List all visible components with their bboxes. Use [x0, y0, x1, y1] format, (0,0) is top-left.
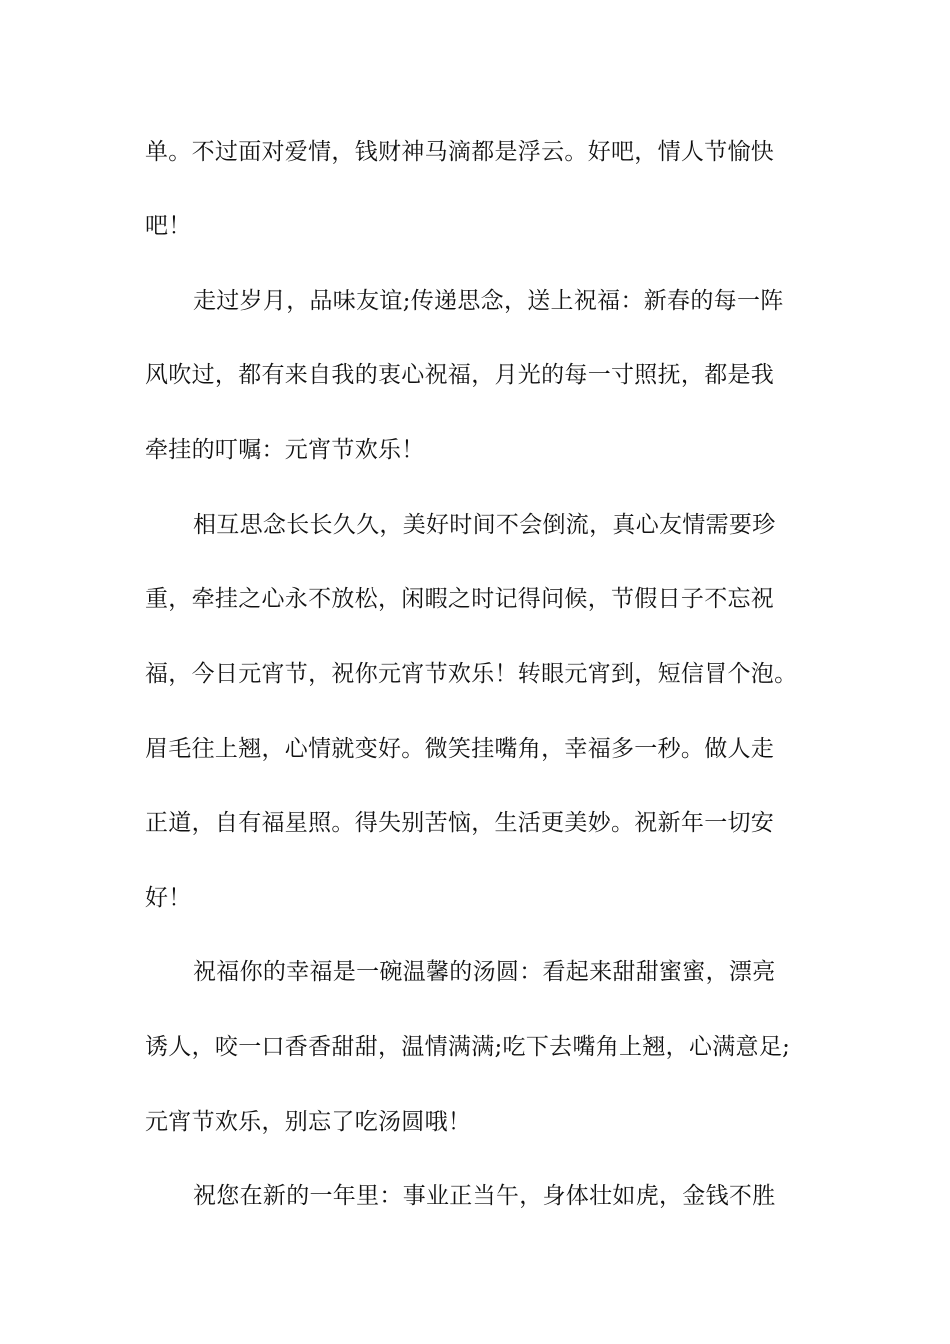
- text-line-11: 好！: [145, 885, 192, 911]
- text-line-14: 元宵节欢乐，别忘了吃汤圆哦！: [145, 1109, 472, 1135]
- text-line-7: 重，牵挂之心永不放松，闲暇之时记得问候，节假日子不忘祝: [145, 586, 775, 612]
- paragraph-start-line: 相互思念长长久久，美好时间不会倒流，真心友情需要珍: [193, 512, 776, 538]
- paragraph-start-line: 祝您在新的一年里：事业正当午，身体壮如虎，金钱不胜: [193, 1183, 776, 1209]
- text-line-13: 诱人，咬一口香香甜甜，温情满满;吃下去嘴角上翘，心满意足;: [145, 1034, 791, 1060]
- text-line-1: 单。不过面对爱情，钱财神马滴都是浮云。好吧，情人节愉快: [145, 139, 775, 165]
- text-line-4: 风吹过，都有来自我的衷心祝福，月光的每一寸照抚，都是我: [145, 362, 775, 388]
- paragraph-start-line: 走过岁月，品味友谊;传递思念，送上祝福：新春的每一阵: [193, 288, 784, 314]
- text-line-5: 牵挂的叮嘱：元宵节欢乐！: [145, 437, 425, 463]
- text-line-9: 眉毛往上翘，心情就变好。微笑挂嘴角，幸福多一秒。做人走: [145, 736, 775, 762]
- paragraph-start-line: 祝福你的幸福是一碗温馨的汤圆：看起来甜甜蜜蜜，漂亮: [193, 959, 776, 985]
- text-line-8: 福，今日元宵节，祝你元宵节欢乐！转眼元宵到，短信冒个泡。: [145, 661, 798, 687]
- text-line-2: 吧！: [145, 213, 192, 239]
- text-line-10: 正道，自有福星照。得失别苦恼，生活更美妙。祝新年一切安: [145, 810, 775, 836]
